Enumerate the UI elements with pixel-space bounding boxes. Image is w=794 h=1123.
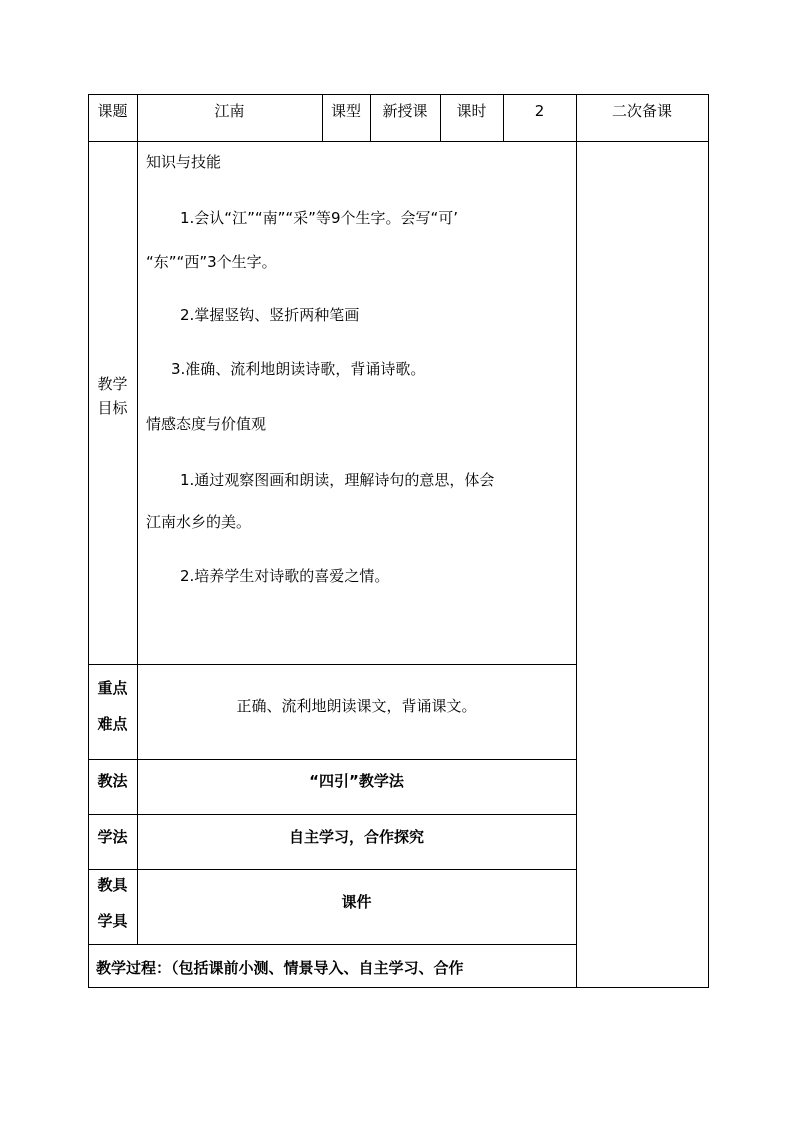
row-divider-tools (88, 944, 577, 945)
knowledge-item-3: 3.准确、流利地朗读诗歌，背诵诗歌。 (171, 360, 426, 378)
knowledge-heading: 知识与技能 (146, 153, 222, 171)
topic-label: 课题 (97, 102, 128, 120)
knowledge-item-2: 2.掌握竖钩、竖折两种笔画 (180, 306, 360, 324)
row-divider-keypoints (88, 759, 577, 760)
emotion-heading: 情感态度与价值观 (146, 415, 267, 433)
emotion-item-1-line1: 1.通过观察图画和朗读，理解诗句的意思，体会 (180, 471, 495, 489)
row-divider-learning (88, 869, 577, 870)
hours-label: 课时 (456, 102, 487, 120)
col-divider-label (137, 94, 138, 945)
keypoints-label-line1: 重点 (97, 679, 128, 697)
table-border-bottom (88, 987, 709, 988)
col-divider-main (576, 94, 577, 988)
emotion-item-1-line2: 江南水乡的美。 (146, 513, 252, 531)
table-border-right (708, 94, 709, 988)
teaching-method-label: 教法 (97, 772, 128, 790)
row-divider-objectives (88, 664, 577, 665)
knowledge-item-1-line2: “东”“西”3个生字。 (146, 253, 277, 271)
learning-method-label: 学法 (97, 828, 128, 846)
type-label: 课型 (330, 102, 361, 120)
secondary-prep-label: 二次备课 (611, 102, 672, 120)
teaching-process-text: 教学过程：（包括课前小测、情景导入、自主学习、合作 (96, 959, 464, 977)
tools-label-line2: 学具 (97, 912, 128, 930)
emotion-item-2: 2.培养学生对诗歌的喜爱之情。 (180, 567, 390, 585)
objectives-label-line1: 教学 (97, 375, 128, 393)
table-border-top (88, 94, 709, 95)
learning-method-value: 自主学习，合作探究 (288, 828, 424, 846)
objectives-label-line2: 目标 (97, 399, 128, 417)
tools-label-line1: 教具 (97, 876, 128, 894)
row-divider-teaching (88, 814, 577, 815)
hours-value: 2 (534, 102, 545, 120)
type-value: 新授课 (382, 102, 428, 120)
teaching-method-value: “四引”教学法 (309, 772, 404, 790)
keypoints-value: 正确、流利地朗读课文，背诵课文。 (236, 697, 477, 715)
knowledge-item-1-line1: 1.会认“江”“南”“采”等9个生字。会写“可’ (180, 209, 459, 227)
table-border-left (88, 94, 89, 988)
keypoints-label-line2: 难点 (97, 715, 128, 733)
topic-value: 江南 (214, 102, 245, 120)
tools-value: 课件 (341, 893, 372, 911)
row-divider-header (88, 141, 709, 142)
